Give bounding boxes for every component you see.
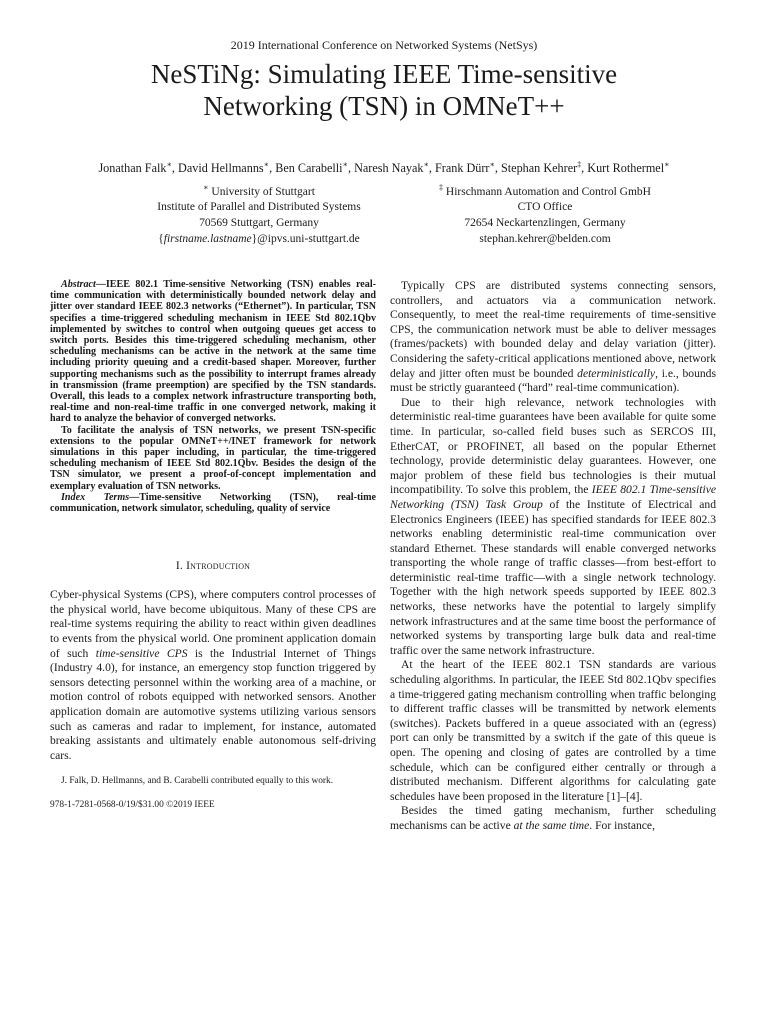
right-column xyxy=(390,279,716,834)
conference-name: 2019 International Conference on Networked Systems (NetSys) xyxy=(230,38,538,52)
left-column xyxy=(50,279,376,811)
email-pattern: {firstname.lastname}@ipvs.uni-stuttgart.de xyxy=(158,232,360,245)
abstract-paragraph-1: Abstract—IEEE 802.1 Time-sensitive Networking (TSN) enables real-time communication with deterministically bounded network delay and jitter over standard IEEE 802.3 networks (“Ethernet”). In particular, TSN specifies a time-triggered scheduling mechanism in IEEE Std 802.1Qbv implemented by switches to control when outgoing queues get access to switch ports. Besides this time-triggered scheduling mechanism, other scheduling mechanisms can be active in the network at the same time including priority queuing and a credit-based shaper. Moreover, further supporting mechanisms such as the possibility to interrupt frames already in transmission (frame preemption) are specified by the TSN standards. Overall, this leads to a complex network infrastructure transporting both, real-time and non-real-time traffic in one converged network, making it hard to analyze the behavior of converged networks. xyxy=(50,279,376,425)
author: Kurt Rothermel∗ xyxy=(587,160,670,176)
author-list xyxy=(0,160,768,176)
body-paragraph-4: Besides the timed gating mechanism, further scheduling mechanisms can be active at the same time. For instance, xyxy=(390,804,716,832)
copyright-notice: 978-1-7281-0568-0/19/$31.00 ©2019 IEEE xyxy=(50,800,215,811)
index-terms: Index Terms—Time-sensitive Networking (TSN), real-time communication, network simulator, scheduling, quality of service xyxy=(50,491,376,515)
author: David Hellmanns∗, xyxy=(178,160,276,176)
affiliation-stuttgart: ∗ University of Stuttgart Institute of Parallel and Distributed Systems 70569 Stuttgart, Germany {firstname.lastname}@ipvs.uni-stuttgart.de xyxy=(94,180,424,247)
author: Frank Dürr∗, xyxy=(434,160,502,176)
body-paragraph-1: Typically CPS are distributed systems connecting sensors, controllers, and actuators via a communication network. Consequently, to meet the real-time requirements of time-sensitive CPS, the communication network must be able to deliver messages (frames/packets) with bounded delay and delay variation (jitter). Considering the safety-critical applications mentioned above, network delay and jitter often must be bounded deterministically, i.e., bounds must be strictly guaranteed (“hard” real-time communication). xyxy=(390,279,716,395)
title-line-1: NeSTiNg: Simulating IEEE Time-sensitive xyxy=(150,59,618,89)
body-paragraph-3: At the heart of the IEEE 802.1 TSN standards are various scheduling algorithms. In particular, the IEEE Std 802.1Qbv specifies a time-triggered gating mechanism controlling when traffic belonging to different traffic classes will be transmitted by network elements (switches). Packets buffered in a queue associated with an (egress) port can only be transmitted by a switch if the gate of this queue is open. The opening and closing of gates are controlled by a time schedule, which can be configured either centrally or through a distributed mechanism. Different algorithms for calculating gate schedules have been proposed in the literature [1]–[4]. xyxy=(390,658,716,803)
author: Jonathan Falk∗, xyxy=(98,160,179,176)
body-paragraph-2: Due to their high relevance, network technologies with deterministic real-time guarantees have been available for quite some time. In particular, so-called field buses such as SERCOS III, EtherCAT, or PROFINET, all based on the popular Ethernet technology, provide deterministic delay guarantees. However, one major problem of these field bus technologies is their mutual incompatibility. To solve this problem, the IEEE 802.1 Time-sensitive Networking (TSN) Task Group of the Institute of Electrical and Electronics Engineers (IEEE) has specified standards for IEEE 802.3 networks enabling deterministic real-time communication over standard Ethernet. These standards will enable converged networks transporting the whole range of traffic classes—from best-effort to deterministic real-time traffic—with a single network technology. Together with the high network speeds supported by IEEE 802.3 networks, these networks have the potential to largely simplify network infrastructures and at the same time boost the performance of networked systems by transporting large bulk data and real-time traffic over the same network infrastructure. xyxy=(390,395,716,657)
abstract-paragraph-2: To facilitate the analysis of TSN networks, we present TSN-specific extensions to the popular OMNeT++/INET framework for network simulations in this paper including, in particular, the time-triggered scheduling mechanism of IEEE Std 802.1Qbv. Besides the design of the TSN simulator, we present a proof-of-concept implementation and exemplary evaluation of TSN networks. xyxy=(50,424,376,492)
footnote: J. Falk, D. Hellmanns, and B. Carabelli contributed equally to this work. xyxy=(61,776,334,787)
paper-title xyxy=(0,58,768,122)
title-line-2: Networking (TSN) in OMNeT++ xyxy=(203,91,565,121)
author: Ben Carabelli∗, xyxy=(275,160,355,176)
intro-paragraph-1: Cyber-physical Systems (CPS), where computers control processes of the physical world, have become ubiquitous. Many of these CPS are real-time systems requiring the ability to react within given deadlines to events from the physical world. One prominent application domain of such time-sensitive CPS is the Industrial Internet of Things (Industry 4.0), for instance, an emergency stop function triggered by sensors detecting personnel within the working area of a machine, or motion control of robots equipped with networked sensors. Another application domain are automotive systems utilizing various sensors such as cameras and radar to implement, for instance, automated breaking assistants and ultimately enable autonomous self-driving cars. xyxy=(50,588,376,762)
author: Naresh Nayak∗, xyxy=(354,160,435,176)
affiliation-hirschmann: ‡ Hirschmann Automation and Control GmbH CTO Office 72654 Neckartenzlingen, Germany stephan.kehrer@belden.com xyxy=(380,180,710,247)
author: Stephan Kehrer‡, xyxy=(501,160,588,176)
section-heading-introduction: I. Introduction xyxy=(175,559,251,573)
email-address: stephan.kehrer@belden.com xyxy=(479,232,611,245)
